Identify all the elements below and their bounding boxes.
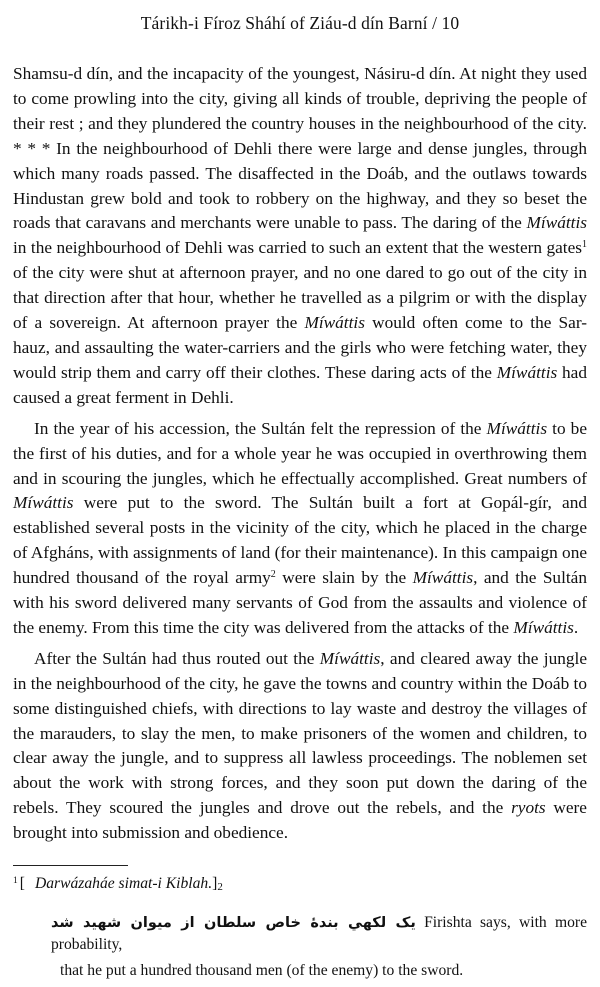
italic-term: Míwáttis xyxy=(513,617,574,637)
footnote-1-text: Darwázaháe simat-i Kiblah. xyxy=(34,875,213,892)
footnote-2 xyxy=(13,912,587,982)
footnote-1-close-bracket: ] xyxy=(212,875,218,892)
italic-term: ryots xyxy=(511,798,546,818)
text-run: , and the Sultán with his sword delivered many servants of God from the assaults and violence of the enemy. From this time the city was delivered from the attacks of the xyxy=(13,568,587,637)
text-run: of the city were shut at afternoon prayer, and no one dared to go out of the city in that direction after that hour, whether he travelled as a pilgrim or with the display of a sovereign. At afternoon prayer the xyxy=(13,263,587,333)
italic-term: Míwáttis xyxy=(412,568,474,588)
italic-term: Míwáttis xyxy=(526,213,587,233)
paragraph-2 xyxy=(13,417,587,641)
italic-term: Míwáttis xyxy=(13,493,74,513)
main-text xyxy=(13,62,587,852)
text-run: were slain by the xyxy=(275,568,413,588)
footnote-1-trailing-number: 2 xyxy=(217,881,223,893)
text-run: After the Sultán had thus routed out the xyxy=(34,648,320,668)
text-run: to be the first of his duties, and for a whole year he was occupied in overthrowing them and in scouring the jungles, which he effectually accomplished. Great numbers of xyxy=(13,418,587,488)
footnote-ref-1[interactable]: 1 xyxy=(582,239,587,251)
text-run: . xyxy=(573,617,579,637)
footnote-2-line-1 xyxy=(13,912,587,956)
footnote-1-number: 1 xyxy=(13,876,18,886)
paragraph-3 xyxy=(13,647,587,846)
italic-term: Míwáttis xyxy=(496,362,558,382)
italic-term: Míwáttis xyxy=(304,313,365,333)
footnote-1-open-bracket: [ xyxy=(19,875,25,892)
persian-quote: یک لکهي بندهٔ خاص سلطان از میوان شهید شد xyxy=(51,915,416,931)
text-run: would often come to the Sar-hauz, and assaulting the water-carriers and the girls who were fetching water, they would strip them and carry off their clothes. These daring acts of the xyxy=(13,313,587,382)
text-run: , and cleared away the jungle in the neighbourhood of the city, he gave the towns and country within the Doáb to some distinguished chiefs, with directions to lay waste and destroy the villages of the marauders, to slay the men, to make prisoners of the women and children, to clear away the jungle, and to suppress all lawless proceedings. The noblemen set about the work with strong forces, and they soon put down the daring of the rebels. They scoured the jungles and drove out the rebels, and the xyxy=(13,648,587,818)
text-run: were brought into submission and obedience. xyxy=(13,798,587,843)
running-head: Tárikh-i Fíroz Sháhí of Ziáu-d dín Barní / 10 xyxy=(140,13,460,33)
footnote-2-text-1: Firishta says, with more probability, xyxy=(51,914,588,953)
italic-term: Míwáttis xyxy=(319,648,381,668)
text-run: in the neighbourhood of Dehli was carried to such an extent that the western gates xyxy=(13,238,582,258)
text-run: In the year of his accession, the Sultán felt the repression of the xyxy=(34,418,487,438)
footnote-2-line-2: that he put a hundred thousand men (of the enemy) to the sword. xyxy=(60,962,464,979)
italic-term: Míwáttis xyxy=(486,418,548,438)
footnote-rule xyxy=(13,865,128,866)
text-run: had caused a great ferment in Dehli. xyxy=(13,362,587,407)
text-run: were put to the sword. The Sultán built a fort at Gopál-gír, and established several posts in the vicinity of the city, which he placed in the charge of Afgháns, with assignments of land (for their maintenance). In this campaign one hundred thousand of the royal army xyxy=(13,493,587,588)
paragraph-1 xyxy=(13,62,587,411)
footnote-1 xyxy=(13,870,587,898)
text-run: Shamsu-d dín, and the incapacity of the youngest, Násiru-d dín. At night they used to come prowling into the city, giving all kinds of trouble, depriving the people of their rest ; and they plundered the country houses in the neighbourhood of the city. * * * In the neighbourhood of Dehli there were large and dense jungles, through which many roads passed. The disaffected in the Doáb, and the outlaws towards Hindustan grew bold and took to robbery on the highway, and they so beset the roads that caravans and merchants were unable to pass. The daring of the xyxy=(13,64,587,233)
footnote-ref-2[interactable]: 2 xyxy=(270,569,276,581)
